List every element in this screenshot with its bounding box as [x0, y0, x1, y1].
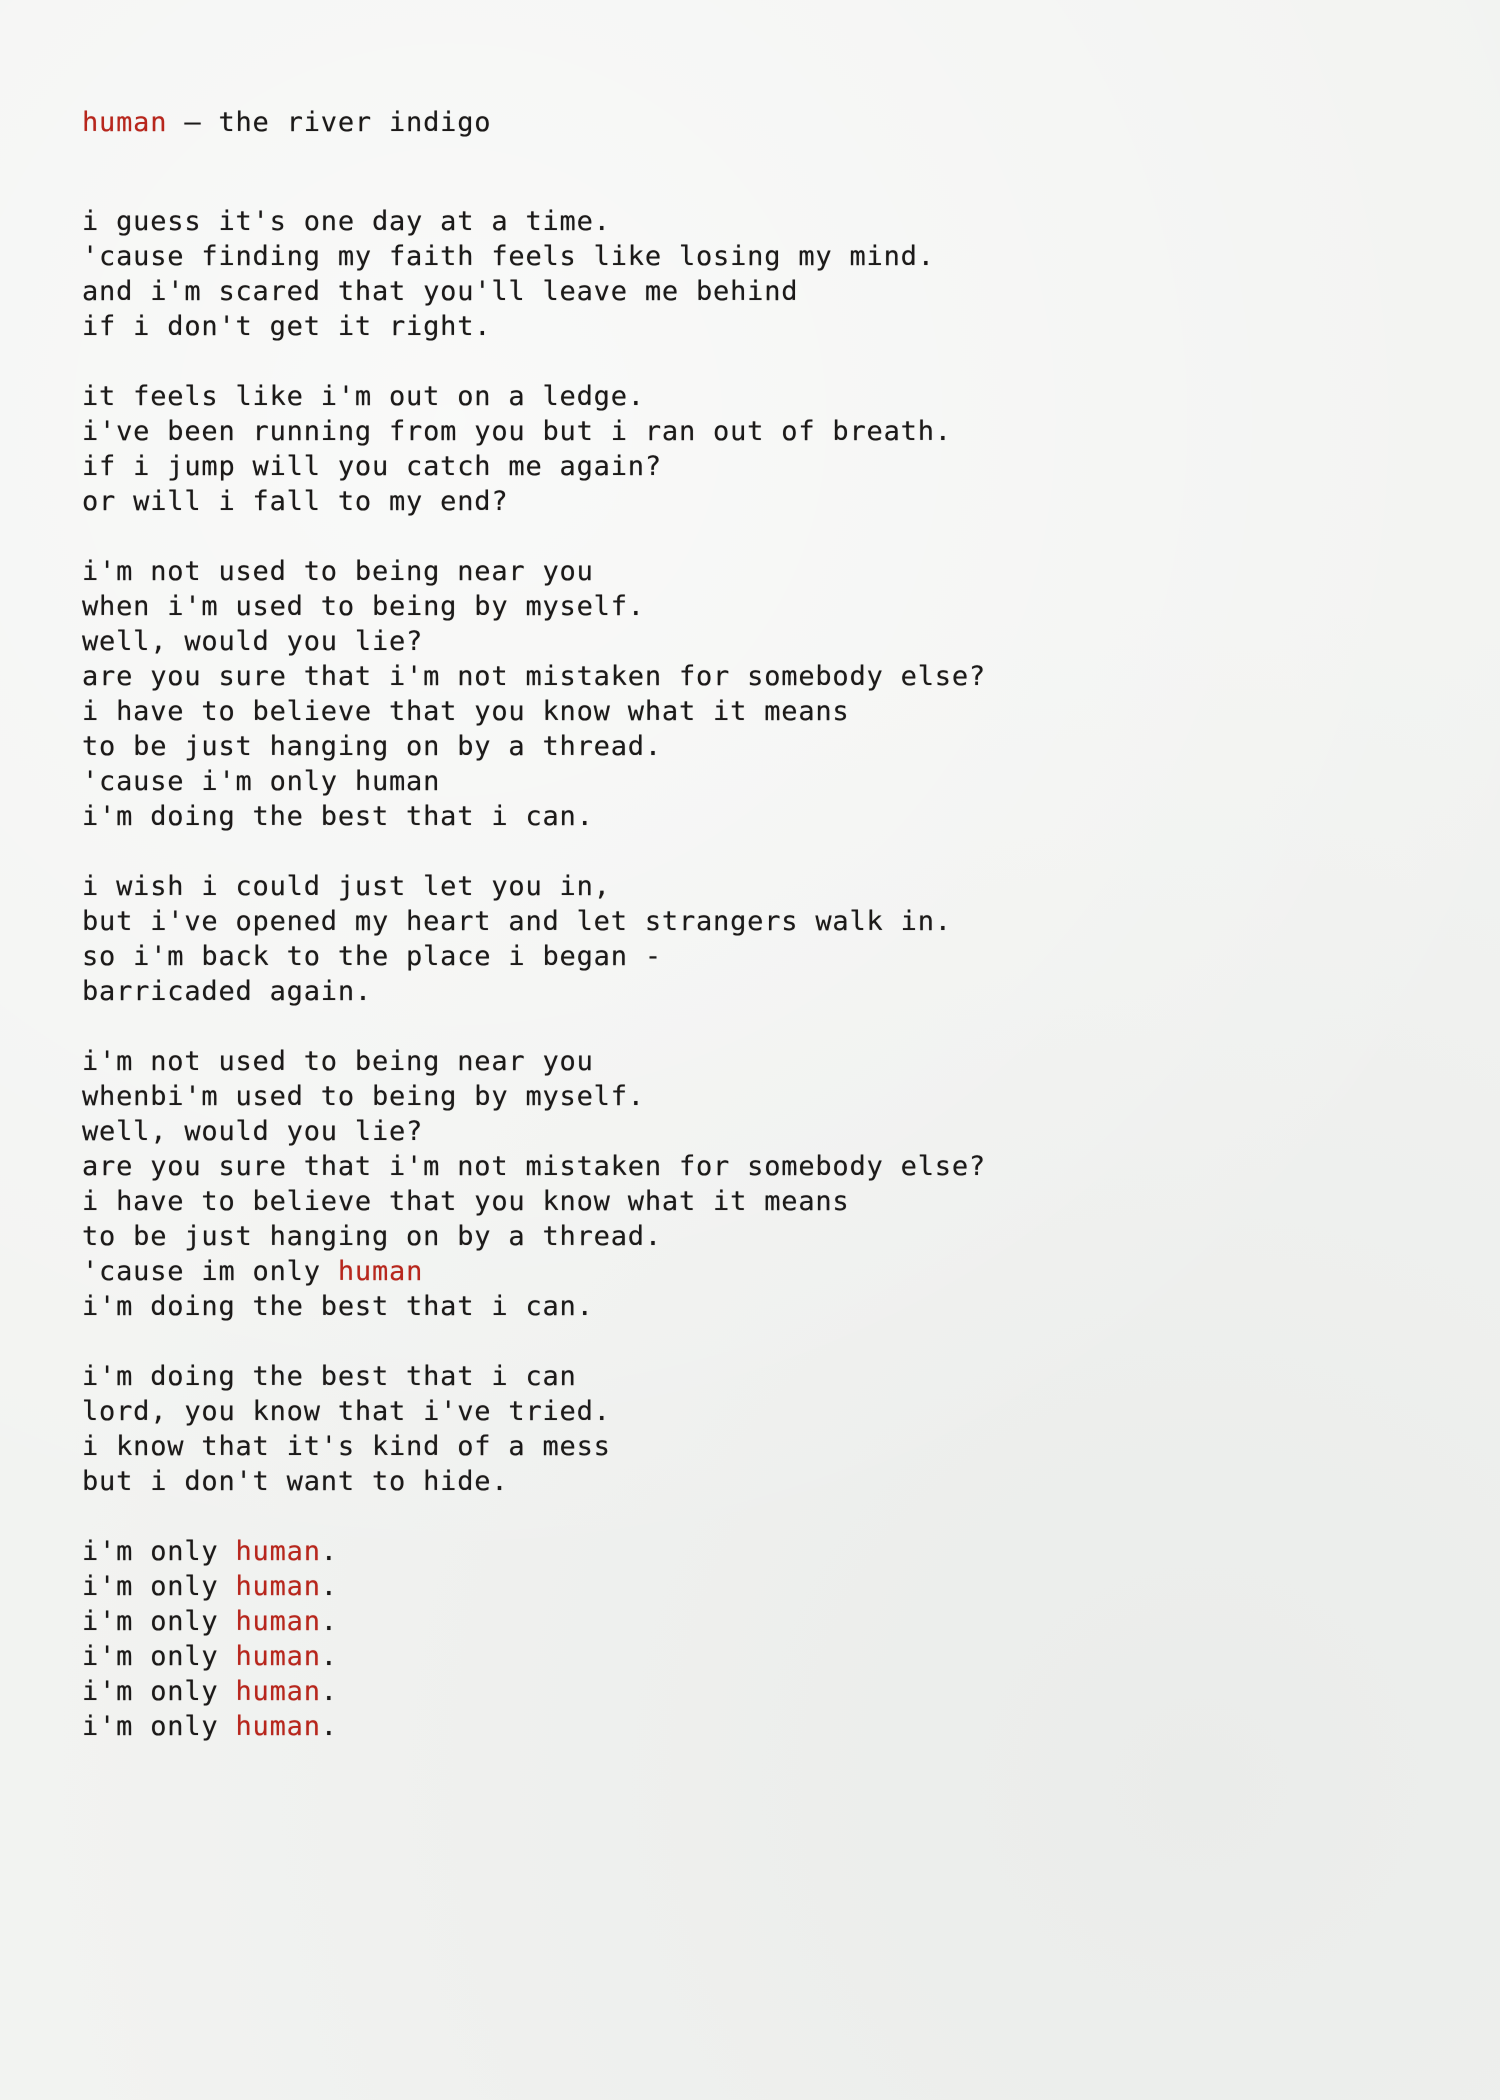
lyric-text: but i've opened my heart and let strangers walk in. [82, 906, 952, 937]
lyric-line [82, 1044, 1422, 1079]
highlighted-word: human [235, 1676, 321, 1707]
lyric-line [82, 1219, 1422, 1254]
lyric-text: . [320, 1536, 338, 1567]
lyric-line [82, 1149, 1422, 1184]
lyric-text: i'm only [82, 1641, 236, 1672]
lyric-line [82, 659, 1422, 694]
lyric-text: it feels like i'm out on a ledge. [82, 381, 645, 412]
lyric-text: 'cause finding my faith feels like losing my mind. [82, 241, 935, 272]
lyric-text: 'cause i'm only human [82, 766, 441, 797]
lyric-line [82, 624, 1422, 659]
lyric-line [82, 974, 1422, 1009]
lyric-text: to be just hanging on by a thread. [82, 1221, 662, 1252]
lyrics-document [82, 98, 1422, 1779]
lyric-line [82, 1394, 1422, 1429]
lyric-text: . [320, 1606, 338, 1637]
lyric-text: i'm only [82, 1571, 236, 1602]
lyric-text: i guess it's one day at a time. [82, 206, 611, 237]
lyric-text: so i'm back to the place i began - [82, 941, 662, 972]
lyric-line [82, 904, 1422, 939]
lyric-text: if i jump will you catch me again? [82, 451, 662, 482]
lyric-text: barricaded again. [82, 976, 372, 1007]
lyric-text: i'm not used to being near you [82, 556, 594, 587]
stanza [82, 554, 1422, 834]
lyric-line [82, 1079, 1422, 1114]
lyric-text: i wish i could just let you in, [82, 871, 611, 902]
lyric-text: but i don't want to hide. [82, 1466, 509, 1497]
lyric-line [82, 1604, 1422, 1639]
title-song-name: human [82, 107, 168, 138]
lyric-text: i'm doing the best that i can. [82, 801, 594, 832]
highlighted-word: human [235, 1641, 321, 1672]
highlighted-word: human [235, 1606, 321, 1637]
lyric-line [82, 1534, 1422, 1569]
lyric-line [82, 1254, 1422, 1289]
lyric-line [82, 939, 1422, 974]
lyric-text: i know that it's kind of a mess [82, 1431, 611, 1462]
lyric-text: are you sure that i'm not mistaken for somebody else? [82, 661, 986, 692]
lyrics-body [82, 204, 1422, 1744]
lyric-line [82, 484, 1422, 519]
lyric-text: whenbi'm used to being by myself. [82, 1081, 645, 1112]
lyric-line [82, 1289, 1422, 1324]
lyric-text: . [320, 1711, 338, 1742]
lyric-line [82, 1639, 1422, 1674]
title-artist: – the river indigo [167, 107, 492, 138]
lyric-text: lord, you know that i've tried. [82, 1396, 611, 1427]
lyric-line [82, 1114, 1422, 1149]
lyric-line [82, 1464, 1422, 1499]
lyric-line [82, 554, 1422, 589]
lyric-text: i'm only [82, 1536, 236, 1567]
lyric-text: to be just hanging on by a thread. [82, 731, 662, 762]
lyric-line [82, 1359, 1422, 1394]
lyric-line [82, 1674, 1422, 1709]
lyric-line [82, 1184, 1422, 1219]
highlighted-word: human [235, 1571, 321, 1602]
lyric-text: i'm not used to being near you [82, 1046, 594, 1077]
lyric-text: when i'm used to being by myself. [82, 591, 645, 622]
lyric-text: 'cause im only [82, 1256, 338, 1287]
lyric-line [82, 694, 1422, 729]
lyric-text: well, would you lie? [82, 1116, 424, 1147]
lyric-text: or will i fall to my end? [82, 486, 509, 517]
lyric-line [82, 274, 1422, 309]
lyric-text: i'm doing the best that i can [82, 1361, 577, 1392]
stanza [82, 379, 1422, 519]
lyric-text: i have to believe that you know what it means [82, 696, 850, 727]
page-title [82, 98, 1422, 148]
lyric-text: . [320, 1571, 338, 1602]
highlighted-word: human [235, 1711, 321, 1742]
lyric-line [82, 1429, 1422, 1464]
lyric-line [82, 204, 1422, 239]
lyric-text: well, would you lie? [82, 626, 424, 657]
lyric-text: i'm doing the best that i can. [82, 1291, 594, 1322]
lyric-line [82, 799, 1422, 834]
lyric-line [82, 1709, 1422, 1744]
highlighted-word: human [337, 1256, 424, 1287]
lyric-text: are you sure that i'm not mistaken for somebody else? [82, 1151, 986, 1182]
lyric-line [82, 449, 1422, 484]
lyric-text: i'm only [82, 1711, 236, 1742]
lyric-text: i've been running from you but i ran out of breath. [82, 416, 952, 447]
lyric-line [82, 869, 1422, 904]
lyric-text: i'm only [82, 1606, 236, 1637]
lyric-text: if i don't get it right. [82, 311, 492, 342]
lyric-text: . [320, 1641, 338, 1672]
lyric-line [82, 414, 1422, 449]
lyric-text: and i'm scared that you'll leave me behind [82, 276, 799, 307]
lyric-line [82, 1569, 1422, 1604]
stanza [82, 204, 1422, 344]
lyric-line [82, 379, 1422, 414]
highlighted-word: human [235, 1536, 321, 1567]
lyric-line [82, 589, 1422, 624]
lyric-line [82, 239, 1422, 274]
lyric-line [82, 764, 1422, 799]
stanza [82, 1044, 1422, 1324]
lyric-text: i'm only [82, 1676, 236, 1707]
lyric-text: i have to believe that you know what it means [82, 1186, 850, 1217]
stanza [82, 869, 1422, 1009]
lyric-line [82, 309, 1422, 344]
lyric-line [82, 729, 1422, 764]
lyric-text: . [320, 1676, 338, 1707]
stanza [82, 1359, 1422, 1499]
stanza [82, 1534, 1422, 1744]
